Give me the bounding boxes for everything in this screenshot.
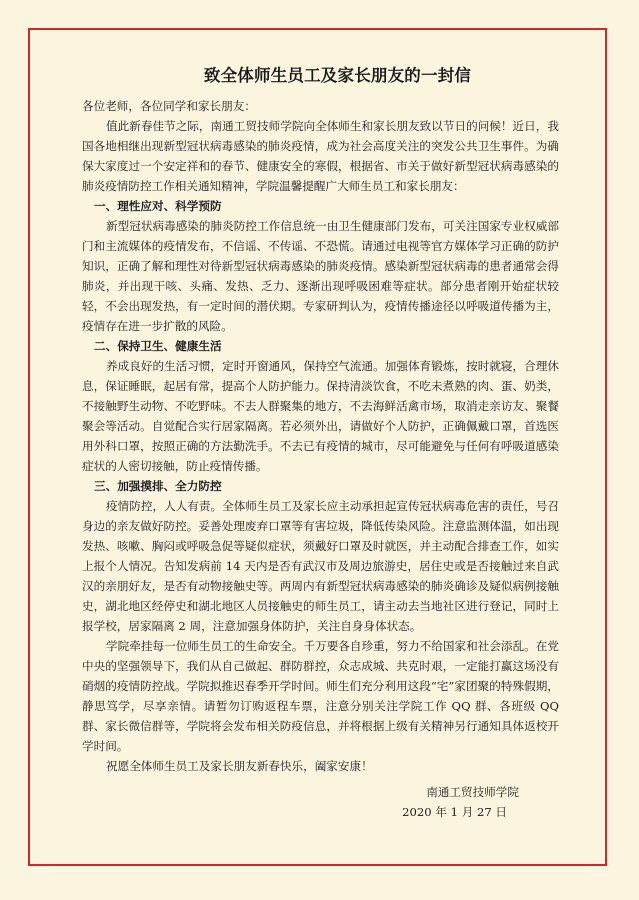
signature-date: 2020 年 1 月 27 日 (402, 805, 507, 819)
signature-organization: 南通工贸技师学院 (426, 785, 519, 799)
section-heading-3: 三、加强摸排、全力防控 (94, 479, 222, 493)
letter-greeting: 各位老师，各位同学和家长朋友： (82, 99, 256, 113)
section-body-3: 疫情防控，人人有责。全体师生员工及家长应主动承担起宣传冠状病毒危害的责任，号召身边的亲友做好防控。妥善处理废弃口罩等有害垃圾，降低传染风险。注意监测体温，如出现发热、咳嗽、胸闷或呼吸急促等疑似症状，须戴好口罩及时就医，并主动配合排查工作，如实上报个人情况。告知发病前 14 天内是否有武汉市及周边旅游史，居住史或是否接触过来自武汉的亲朋好友，是否有动物接触史等。两周内有新型冠状病毒感染的肺炎确诊及疑似病例接触史，湖北地区经停史和湖北地区人员接触史的师生员工，请主动去当地社区进行登记，同时上报学校，居家隔离 2 周，注意加强身体防护，关注自身身体状态。 (82, 499, 559, 633)
letter-intro: 值此新春佳节之际，南通工贸技师学院向全体师生和家长朋友致以节日的问候！近日，我国各地相继出现新型冠状病毒感染的肺炎疫情，成为社会高度关注的突发公共卫生事件。为确保大家度过一个安定祥和的春节、健康安全的寒假，根据省、市关于做好新型冠状病毒感染的肺炎疫情防控工作相关通知精神，学院温馨提醒广大师生员工和家长朋友： (82, 119, 559, 193)
letter-closing: 祝愿全体师生员工及家长朋友新春快乐，阖家安康！ (106, 759, 373, 773)
letter-content (82, 62, 559, 822)
section-heading-2: 二、保持卫生、健康生活 (94, 339, 222, 353)
section-body-2: 养成良好的生活习惯，定时开窗通风，保持空气流通。加强体育锻炼，按时就寝，合理休息，保证睡眠，起居有常，提高个人防护能力。保持清淡饮食，不吃未煮熟的肉、蛋、奶类，不接触野生动物、不吃野味。不去人群聚集的地方，不去海鲜活禽市场，取消走亲访友、聚餐聚会等活动。自觉配合实行居家隔离。若必须外出，请做好个人防护，正确佩戴口罩，首选医用外科口罩，按照正确的方法勤洗手。不去已有疫情的城市，尽可能避免与任何有呼吸道感染症状的人密切接触，防止疫情传播。 (82, 359, 559, 473)
letter-title: 致全体师生员工及家长朋友的一封信 (203, 66, 472, 85)
letter-conclusion: 学院牵挂每一位师生员工的生命安全。千万要各自珍重，努力不给国家和社会添乱。在党中央的坚强领导下，我们从自己做起、群防群控，众志成城、共克时艰，一定能打赢这场没有硝烟的疫情防控战。学院拟推迟春季开学时间。师生们充分利用这段“宅”家团聚的特殊假期，静思笃学，尽享亲情。请暂勿订购返程车票，注意分别关注学院工作 QQ 群、各班级 QQ 群、家长微信群等，学院将会发布相关防疫信息，并将根据上级有关精神另行通知具体返校开学时间。 (82, 639, 559, 753)
section-body-1: 新型冠状病毒感染的肺炎防控工作信息统一由卫生健康部门发布，可关注国家专业权威部门和主流媒体的疫情发布，不信谣、不传谣、不恐慌。请通过电视等官方媒体学习正确的防护知识，正确了解和理性对待新型冠状病毒感染的肺炎疫情。感染新型冠状病毒的患者通常会得肺炎，并出现干咳、头痛、发热、乏力、逐渐出现呼吸困难等症状。部分患者刚开始症状较轻，不会出现发热，有一定时间的潜伏期。专家研判认为，疫情传播途径以呼吸道传播为主，疫情存在进一步扩散的风险。 (82, 219, 559, 333)
section-heading-1: 一、理性应对、科学预防 (94, 199, 222, 213)
